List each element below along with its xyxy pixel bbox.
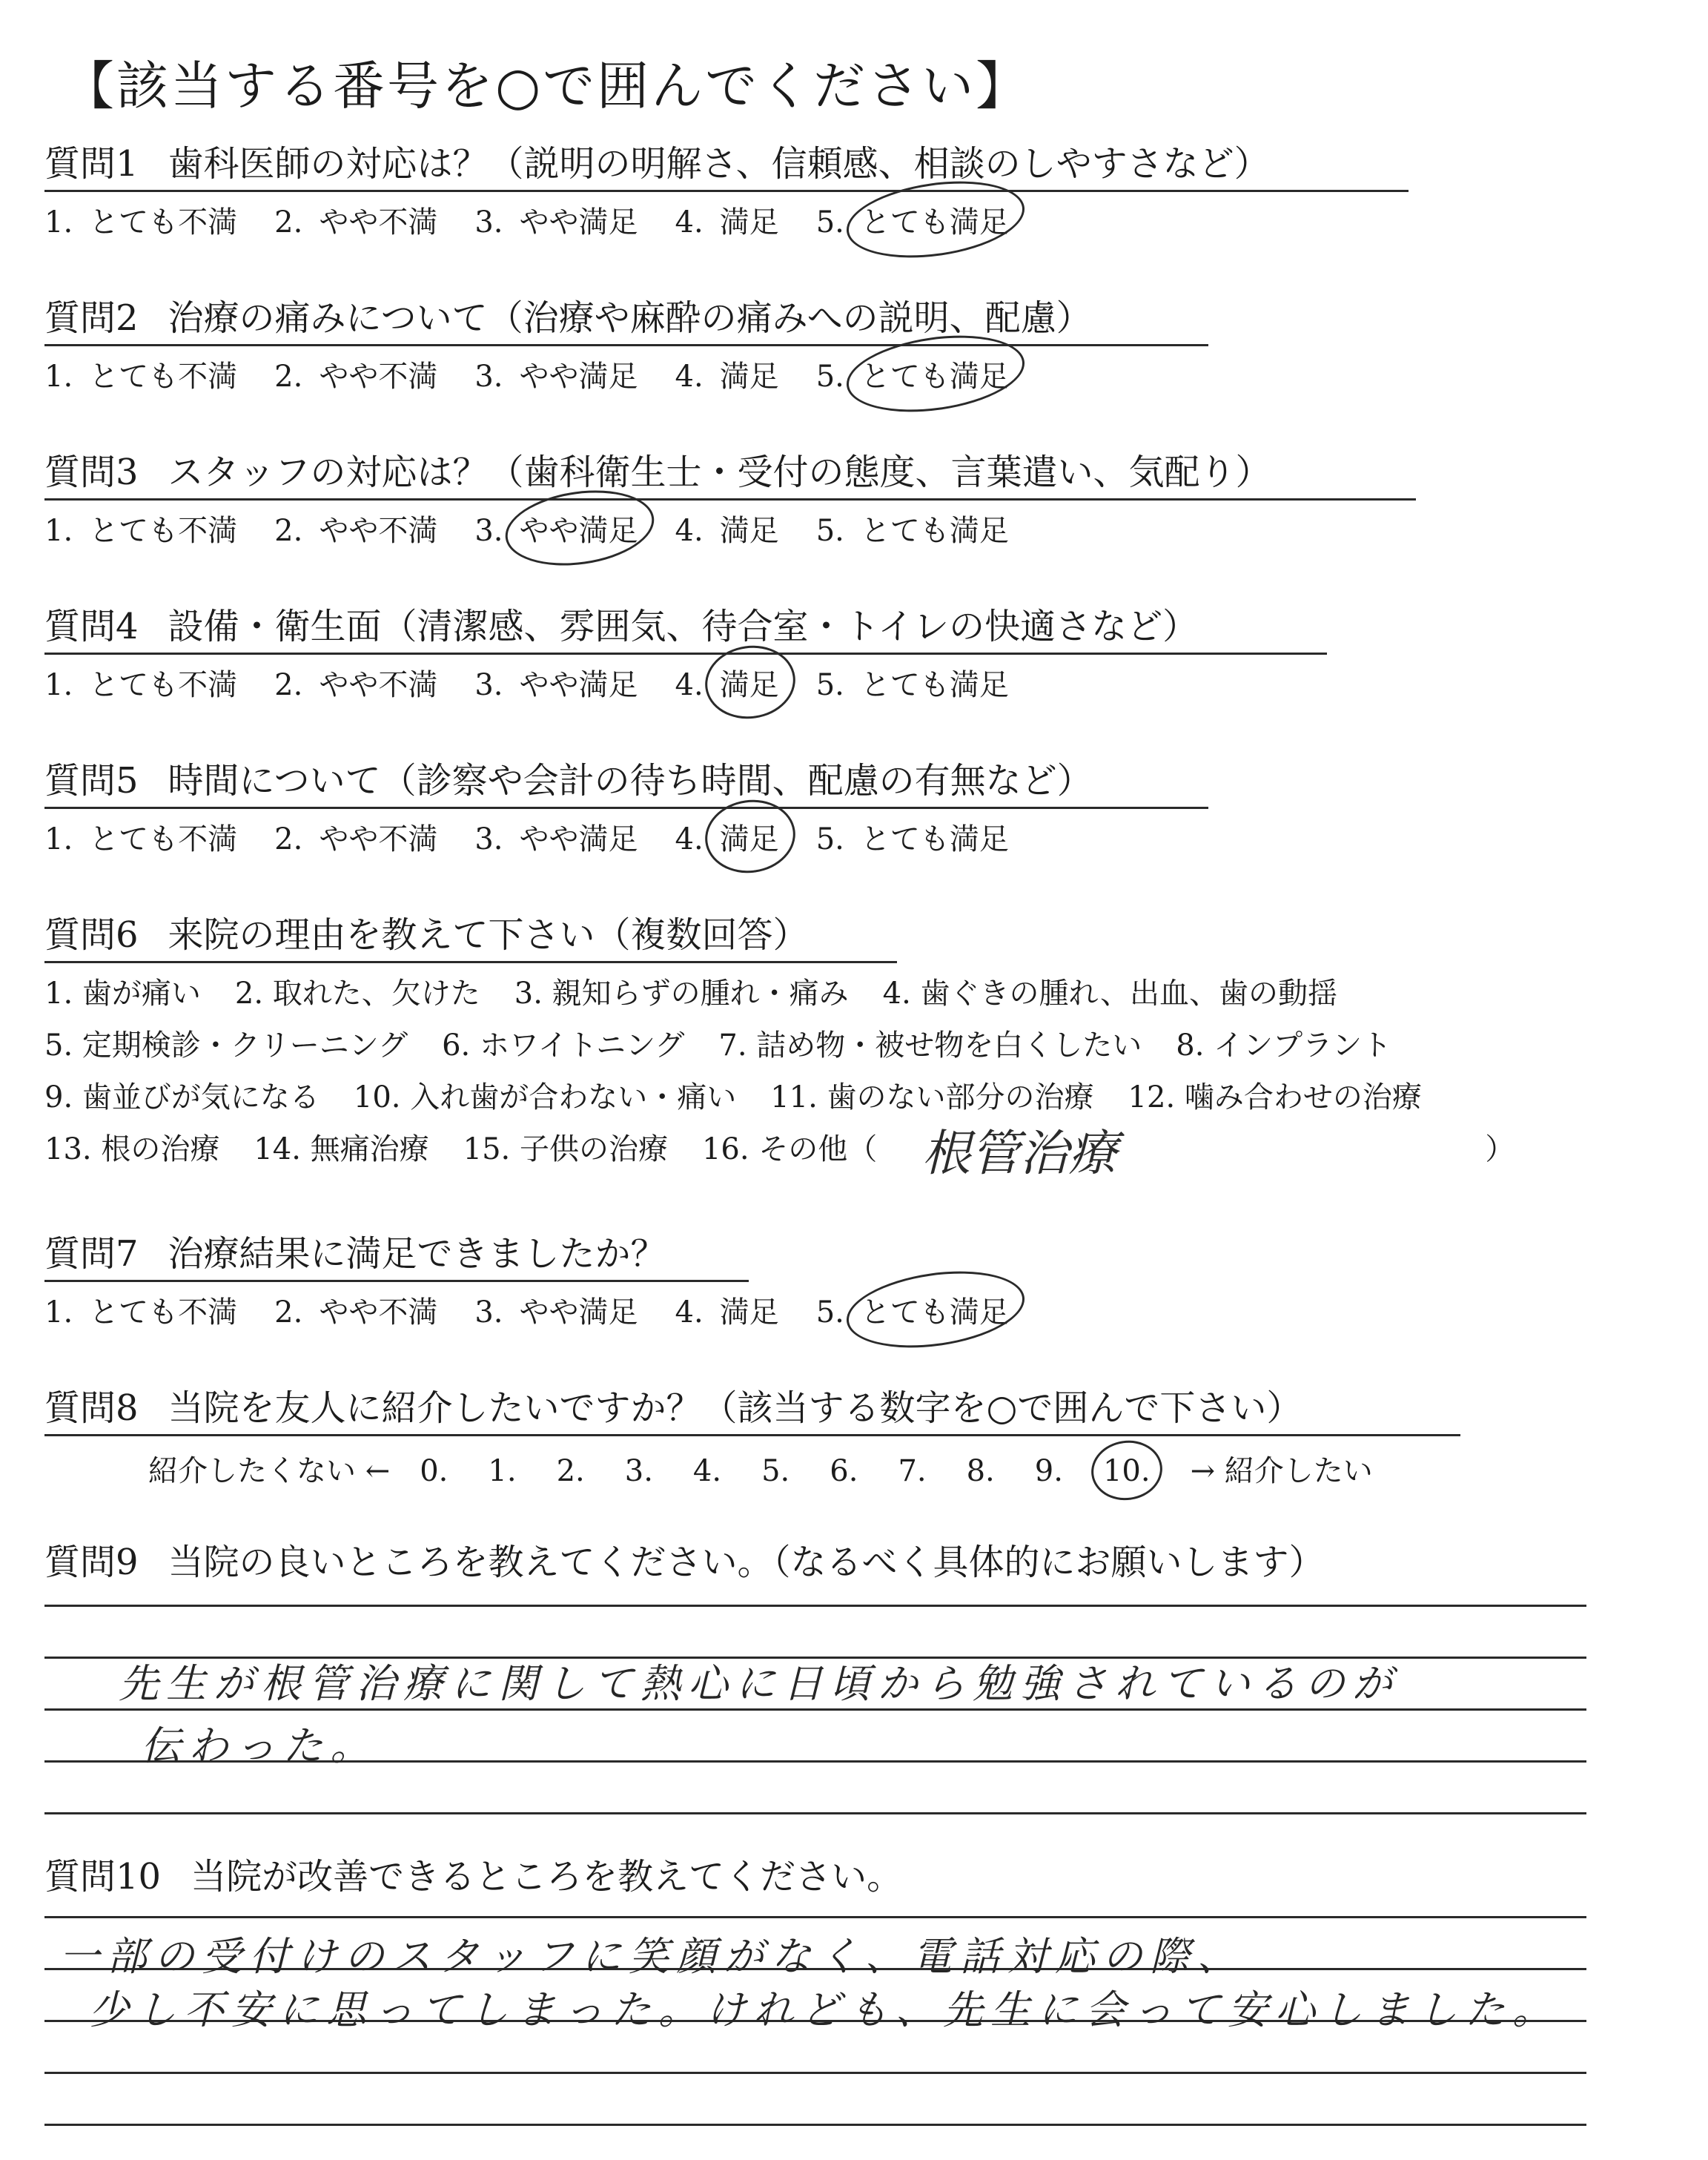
reason-item: 2. 取れた、欠けた [234,977,480,1011]
option-number: 3. [474,668,503,702]
rating-option[interactable] [474,357,638,397]
option-label: 満足 [720,665,779,705]
option-number: 3. [474,1295,503,1330]
question-9 [44,1539,1675,1585]
rating-option[interactable] [274,1292,437,1332]
option-number: 4. [675,822,704,856]
rating-option[interactable] [474,511,638,551]
underline [44,344,1208,346]
underline [44,1434,1460,1436]
option-number: 3. [474,205,503,240]
question-number: 質問4 [44,606,139,647]
option-label: とても不満 [89,205,238,240]
option-number: 4. [675,668,704,702]
option-number: 5. [815,514,844,548]
option-label: やや満足 [519,822,638,856]
question-number: 質問10 [44,1856,162,1898]
q10-answer-line: 少し不安に思ってしまった。けれども、先生に会って安心しました。 [89,1986,1560,2033]
rating-option[interactable] [474,202,638,242]
option-number: 2. [274,1295,303,1330]
answer-rule [44,1916,1586,1918]
option-label: とても不満 [89,514,238,548]
question-3 [44,449,1675,551]
rating-option[interactable] [274,202,437,242]
reason-row [44,1125,1675,1182]
rating-option[interactable] [675,202,779,242]
reason-item: 12. 噛み合わせの治療 [1128,1080,1422,1114]
underline [44,498,1416,501]
scale-value[interactable]: 8. [966,1454,995,1488]
option-label: とても不満 [89,822,238,856]
option-number: 4. [675,360,704,394]
rating-option[interactable] [44,665,237,705]
question-number: 質問7 [44,1233,139,1275]
rating-option[interactable] [675,511,779,551]
reason-item: 4. 歯ぐきの腫れ、出血、歯の動揺 [882,977,1337,1011]
rating-option[interactable] [474,665,638,705]
question-number: 質問2 [44,297,139,339]
scale-value[interactable]: 9. [1034,1454,1063,1488]
scale-value[interactable]: 0. [420,1454,448,1488]
rating-option[interactable] [816,1292,1009,1332]
option-label: とても不満 [89,1295,238,1330]
underline [44,807,1208,809]
rating-option[interactable] [675,819,779,859]
option-label: とても満足 [860,822,1009,856]
option-number: 1. [44,514,73,548]
reason-row [44,974,1675,1014]
scale-value[interactable]: 4. [692,1454,722,1488]
underline [44,653,1327,655]
answer-rule [44,2124,1586,2126]
selected-circle-mark [1088,1436,1166,1505]
reason-item: 3. 親知らずの腫れ・痛み [514,977,849,1011]
option-label: 満足 [719,360,779,394]
option-number: 4. [675,514,704,548]
reason-item: 7. 詰め物・被せ物を白くしたい [718,1028,1142,1063]
option-label: やや不満 [319,1295,438,1330]
option-number: 2. [274,514,303,548]
option-label: やや満足 [520,511,638,551]
option-number: 2. [274,205,303,240]
option-label: とても満足 [860,514,1009,548]
rating-option[interactable] [675,665,779,705]
option-number: 2. [274,822,303,856]
other-close-paren: ） [1485,1132,1515,1166]
scale-right-label: → 紹介したい [1190,1454,1373,1488]
reason-item: 14. 無痛治療 [254,1132,429,1166]
option-label: やや不満 [319,514,438,548]
rating-option[interactable] [816,819,1009,859]
rating-options [44,1292,1675,1332]
question-number: 質問8 [44,1387,139,1429]
rating-option[interactable] [44,1292,237,1332]
other-answer: 根管治療 [921,1125,1118,1182]
scale-value[interactable]: 2. [556,1454,585,1488]
question-text: スタッフの対応は？（歯科衛生士・受付の態度、言葉遣い、気配り） [168,452,1271,493]
question-5 [44,758,1675,859]
rating-option[interactable] [274,357,437,397]
reason-row [44,1025,1675,1066]
rating-option[interactable] [816,665,1009,705]
question-7 [44,1231,1675,1332]
option-label: やや満足 [519,1295,638,1330]
rating-option[interactable] [816,511,1009,551]
option-number: 2. [274,360,303,394]
option-number: 5. [815,1295,844,1330]
q9-answer-line: 先生が根管治療に関して熱心に日頃から勉強されているのが [119,1660,1400,1707]
option-number: 1. [44,205,73,240]
other-label: 16. その他（ [701,1132,878,1166]
question-number: 質問5 [44,760,139,802]
option-label: 満足 [719,1295,779,1330]
option-label: やや不満 [319,360,438,394]
question-number: 質問3 [44,452,139,493]
scale-value[interactable]: 5. [761,1454,790,1488]
question-text: 治療の痛みについて（治療や麻酔の痛みへの説明、配慮） [168,297,1092,339]
selected-circle-mark [500,481,659,574]
scale-left-label: 紹介したくない ← [148,1454,391,1488]
option-label: とても満足 [861,202,1009,242]
question-1 [44,141,1675,242]
rating-option[interactable] [44,202,237,242]
question-8 [44,1385,1675,1491]
option-number: 2. [274,668,303,702]
option-label: 満足 [719,514,779,548]
underline [44,190,1409,192]
option-label: 満足 [719,205,779,240]
answer-rule [44,2072,1586,2074]
question-6 [44,912,1675,1186]
question-text: 設備・衛生面（清潔感、雰囲気、待合室・トイレの快適さなど） [168,606,1199,647]
option-label: やや満足 [519,360,638,394]
rating-options [44,202,1675,242]
option-label: やや不満 [319,822,438,856]
option-label: 満足 [720,819,779,859]
rating-option[interactable] [44,511,237,551]
scale-value[interactable]: 7. [898,1454,927,1488]
question-10 [44,1854,1675,1900]
reason-item: 9. 歯並びが気になる [44,1080,320,1114]
scale-value[interactable]: 1. [488,1454,517,1488]
rating-options [44,357,1675,397]
answer-rule [44,1812,1586,1814]
option-number: 1. [44,822,73,856]
question-text: 来院の理由を教えて下さい（複数回答） [168,914,809,956]
question-text: 治療結果に満足できましたか？ [168,1233,666,1275]
option-number: 5. [815,205,844,240]
question-number: 質問9 [44,1542,139,1583]
option-number: 4. [675,205,704,240]
rating-options [44,665,1675,705]
underline [44,1280,749,1282]
question-text: 時間について（診察や会計の待ち時間、配慮の有無など） [168,760,1093,802]
option-label: やや不満 [319,668,438,702]
question-4 [44,604,1675,705]
option-label: やや満足 [519,205,638,240]
option-number: 3. [474,360,503,394]
reason-item: 8. インプラント [1176,1028,1392,1063]
question-number: 質問6 [44,914,139,956]
option-label: やや不満 [319,205,438,240]
rating-option[interactable] [274,819,437,859]
option-label: やや満足 [519,668,638,702]
rating-option[interactable] [274,511,437,551]
question-text: 歯科医師の対応は？（説明の明解さ、信頼感、相談のしやすさなど） [168,143,1270,185]
question-2 [44,295,1675,397]
question-text: 当院の良いところを教えてください。（なるべく具体的にお願いします） [168,1542,1325,1583]
option-label: とても満足 [861,1292,1009,1332]
rating-option[interactable] [44,357,237,397]
option-number: 3. [474,822,503,856]
option-number: 1. [44,1295,73,1330]
rating-option[interactable] [675,1292,779,1332]
q9-answer-line: 伝わった。 [141,1723,378,1769]
rating-options [44,511,1675,551]
rating-option[interactable] [675,357,779,397]
scale-value[interactable]: 3. [624,1454,653,1488]
reason-item: 1. 歯が痛い [44,977,201,1011]
option-number: 5. [815,360,844,394]
rating-option[interactable] [816,357,1009,397]
option-number: 4. [675,1295,704,1330]
reason-list [44,974,1675,1182]
answer-rule [44,1605,1586,1607]
reason-item: 13. 根の治療 [44,1132,220,1166]
option-number: 1. [44,668,73,702]
option-label: とても不満 [89,360,238,394]
rating-option[interactable] [474,1292,638,1332]
option-label: とても不満 [89,668,238,702]
reason-item: 11. 歯のない部分の治療 [770,1080,1094,1114]
question-number: 質問1 [44,143,139,185]
option-number: 3. [474,514,503,548]
reason-item: 6. ホワイトニング [442,1028,685,1063]
underline [44,961,897,963]
question-text: 当院を友人に紹介したいですか？（該当する数字を○で囲んで下さい） [168,1387,1302,1429]
reason-item: 15. 子供の治療 [463,1132,668,1166]
recommend-scale [148,1451,1675,1491]
rating-options [44,819,1675,859]
reason-item: 5. 定期検診・クリーニング [44,1028,408,1063]
q10-answer-line: 一部の受付けのスタッフに笑顔がなく、電話対応の際、 [59,1933,1245,1980]
rating-option[interactable] [44,819,237,859]
reason-row [44,1077,1675,1117]
scale-value[interactable]: 6. [830,1454,858,1488]
rating-option[interactable] [274,665,437,705]
option-number: 5. [815,822,844,856]
option-number: 1. [44,360,73,394]
scale-value[interactable]: 10. [1103,1451,1151,1491]
rating-option[interactable] [816,202,1009,242]
option-label: とても満足 [861,357,1009,397]
reason-item: 10. 入れ歯が合わない・痛い [353,1080,737,1114]
question-text: 当院が改善できるところを教えてください。 [191,1856,903,1898]
rating-option[interactable] [474,819,638,859]
option-number: 5. [815,668,844,702]
option-label: とても満足 [860,668,1009,702]
page-title: 【該当する番号を○で囲んでください】 [62,56,1030,116]
